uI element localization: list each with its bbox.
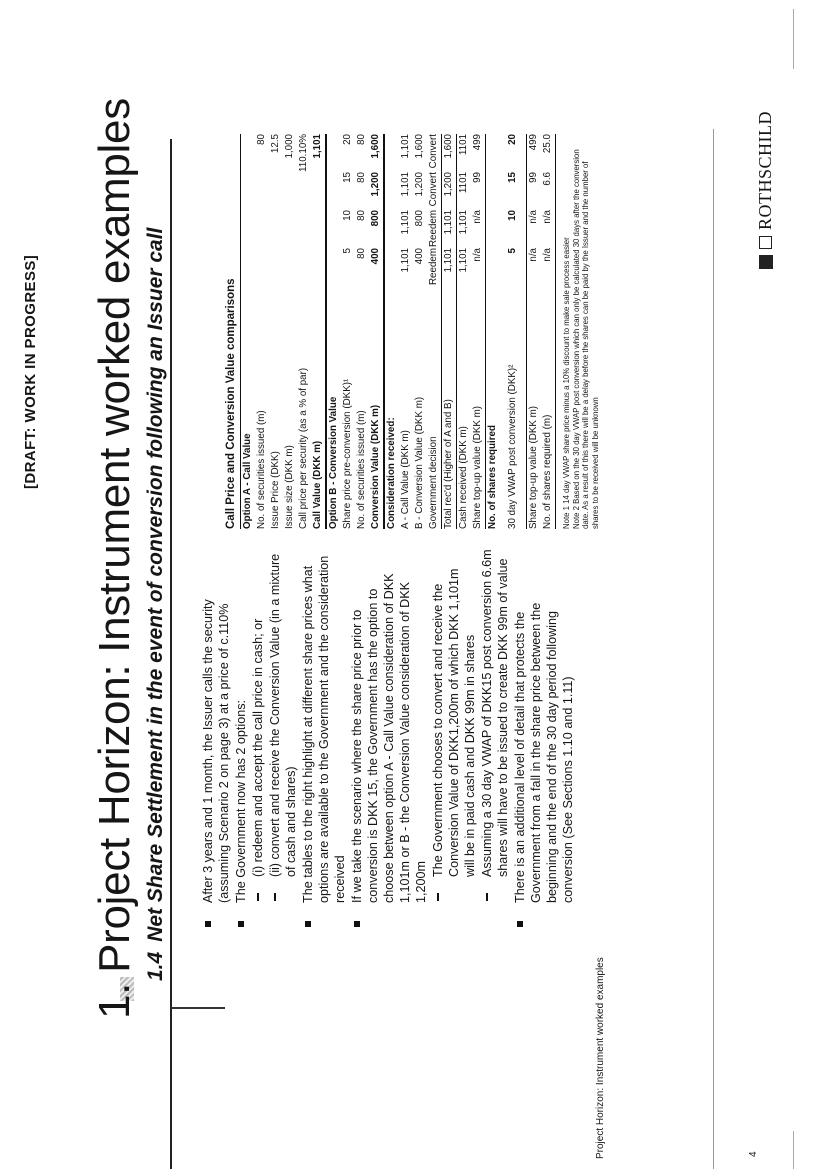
- logo-square-icon: [759, 255, 773, 269]
- table-row: [500, 134, 527, 529]
- cell: 1,101: [443, 210, 454, 235]
- cell: 400: [414, 248, 425, 265]
- row-value: 80: [256, 134, 267, 145]
- cell: n/a: [472, 248, 483, 262]
- cell: 20: [342, 134, 353, 145]
- cell: 80: [356, 172, 367, 183]
- row-label: Option B - Conversion Value: [328, 396, 339, 529]
- table-row: [283, 134, 297, 529]
- dash-marker: [486, 893, 488, 901]
- sub-bullet-text: Assuming a 30 day VWAP of DKK15 post conversion 6.6m shares will have to be issued to create DKK 99m of value: [480, 549, 510, 877]
- footer-divider: [713, 129, 714, 1169]
- bullet-marker: [205, 921, 211, 927]
- cell: 80: [356, 248, 367, 259]
- cell: 10: [342, 210, 353, 221]
- title-number: 1.: [90, 982, 139, 1019]
- cell: 5: [507, 248, 518, 254]
- cell: 80: [356, 210, 367, 221]
- section-number: 1.4: [144, 951, 167, 981]
- cell: 1,101: [458, 248, 469, 273]
- row-value: 110.10%: [298, 134, 309, 172]
- sub-bullet-item: [479, 549, 511, 929]
- bullet-item: [300, 549, 348, 929]
- cell: 15: [342, 172, 353, 183]
- section-header-option-b: [326, 134, 341, 529]
- page-number: 4: [748, 1151, 759, 1157]
- sub-bullet-text: (i) redeem and accept the call price in cash; or: [251, 618, 265, 877]
- row-value: 1,101: [312, 134, 323, 159]
- comparison-table: [225, 134, 600, 529]
- row-label: B - Conversion Value (DKK m): [414, 396, 425, 529]
- logo-text: ROTHSCHILD: [755, 110, 775, 230]
- note-1: Note 1 14 day VWAP share price minus a 10% discount to make sale process easier: [562, 237, 571, 529]
- cell: 499: [528, 134, 539, 151]
- section-subtitle: [144, 228, 168, 981]
- table-row: [457, 134, 471, 529]
- cell: 800: [414, 210, 425, 227]
- cell: 1,600: [370, 134, 381, 159]
- table-row: [541, 134, 556, 529]
- cell: 1,600: [443, 134, 454, 159]
- cell: 1101: [458, 172, 469, 194]
- cell: 99: [528, 172, 539, 183]
- row-label: Option A - Call Value: [242, 433, 253, 529]
- cell: 1,101: [458, 210, 469, 235]
- table-row: [471, 134, 486, 529]
- table-row: [341, 134, 355, 529]
- section-header-consideration: [384, 134, 399, 529]
- bullet-marker: [517, 921, 523, 927]
- dash-marker: [437, 893, 439, 901]
- cell: 5: [342, 248, 353, 254]
- row-label: A - Call Value (DKK m): [400, 430, 411, 529]
- row-label: Government decision: [428, 436, 439, 529]
- scan-edge-line: [793, 1131, 794, 1169]
- row-label: 30 day VWAP post conversion (DKK)²: [507, 364, 518, 529]
- bullet-text: The Government now has 2 options:: [234, 699, 248, 903]
- sub-bullet-item: [250, 549, 266, 929]
- table-row: [369, 134, 384, 529]
- table-row: [297, 134, 311, 529]
- cell: n/a: [472, 210, 483, 224]
- table-row: [427, 134, 442, 529]
- row-label: Issue size (DKK m): [284, 445, 295, 529]
- rothschild-logo: [755, 111, 776, 269]
- cell: n/a: [528, 210, 539, 224]
- sub-bullet-item: [430, 549, 478, 929]
- cell: Reedem: [428, 210, 439, 248]
- table-row: [355, 134, 369, 529]
- cell: 1,101: [400, 210, 411, 235]
- cell: 800: [370, 210, 381, 227]
- dash-marker: [257, 893, 259, 901]
- cell: n/a: [528, 248, 539, 262]
- cell: 10: [507, 210, 518, 221]
- cell: Convert: [428, 134, 439, 169]
- title-divider: [170, 139, 172, 1169]
- bullet-marker: [305, 921, 311, 927]
- bullet-marker: [238, 921, 244, 927]
- note-2: Note 2 Based on the 30 day VWAP post conversion which can only be calculated 30 days after the conversion date. As a result of this there will be a delay before the shares can be paid by the Issuer and the number of shares to be received will be unknown: [571, 149, 600, 529]
- bullet-text: The tables to the right highlight at different share prices what options are available to the Government and the consideration received: [301, 555, 347, 903]
- bullet-item: [200, 549, 232, 929]
- bullet-text: After 3 years and 1 month, the Issuer calls the security (assuming Scenario 2 on page 3) at a price of c.110%: [201, 599, 231, 903]
- bullet-text: There is an additional level of detail that protects the Government from a fall in the share price between the beginning and the end of the 30 day period following conversion (See Sections 1.10 and 1.11): [513, 602, 575, 903]
- table-row: [527, 134, 541, 529]
- cell: 1,200: [414, 172, 425, 197]
- bullet-item: [233, 549, 249, 929]
- cell: 20: [507, 134, 518, 145]
- table-title: Call Price and Conversion Value comparisons: [225, 278, 237, 529]
- sub-bullet-text: The Government chooses to convert and receive the Conversion Value of DKK1,200m of which DKK 1,101m will be in paid cash and DKK 99m in shares: [431, 568, 477, 877]
- cell: 1,101: [400, 172, 411, 197]
- subtitle-bracket: [171, 1007, 225, 1009]
- cell: 1,101: [400, 134, 411, 159]
- cell: Reedem: [428, 248, 439, 286]
- table-row: [442, 134, 457, 529]
- table-row: [311, 134, 326, 529]
- row-label: Share top-up value (DKK m): [472, 405, 483, 529]
- logo-outline-square-icon: [759, 236, 772, 249]
- cell: 1101: [458, 134, 469, 156]
- cell: n/a: [542, 248, 553, 262]
- cell: 1,600: [414, 134, 425, 159]
- table-row: [255, 134, 269, 529]
- sub-bullet-item: [267, 549, 299, 929]
- table-row: [413, 134, 427, 529]
- cell: 400: [370, 248, 381, 265]
- table-row: [399, 134, 413, 529]
- bullet-item: [349, 549, 429, 929]
- bullet-marker: [354, 921, 360, 927]
- row-label: Share top-up value (DKK m): [528, 405, 539, 529]
- row-label: Conversion Value (DKK m): [370, 404, 381, 529]
- footer-text: Project Horizon: Instrument worked examples: [595, 957, 606, 1159]
- bullet-item: [512, 549, 576, 929]
- row-label: No. of shares required (m): [542, 414, 553, 529]
- cell: 6.6: [542, 172, 553, 186]
- cell: 1,200: [443, 172, 454, 197]
- row-label: Total rec'd (Higher of A and B): [443, 399, 454, 529]
- row-label: Cash received (DKK m): [458, 426, 469, 529]
- row-label: Call Value (DKK m): [312, 440, 323, 529]
- cell: 15: [507, 172, 518, 183]
- cell: 80: [356, 134, 367, 145]
- row-label: Call price per security (as a % of par): [298, 367, 309, 529]
- cell: 1,101: [443, 248, 454, 273]
- cell: 1,101: [400, 248, 411, 273]
- row-label: No. of securities issued (m): [256, 410, 267, 529]
- row-label: No. of shares required: [487, 425, 498, 529]
- bullet-list: [200, 549, 577, 929]
- row-value: 12.5: [270, 134, 281, 154]
- table-row: [269, 134, 283, 529]
- draft-label: [DRAFT: WORK IN PROGRESS]: [22, 254, 39, 489]
- sub-bullet-text: (ii) convert and receive the Conversion Value (in a mixture of cash and shares): [268, 553, 298, 877]
- table-notes: [562, 137, 600, 529]
- row-value: 1,000: [284, 134, 295, 159]
- title-text: Project Horizon: Instrument worked examples: [90, 98, 139, 973]
- cell: n/a: [542, 210, 553, 224]
- row-label: Consideration received:: [386, 417, 397, 529]
- section-title: Net Share Settlement in the event of conversion following an Issuer call: [144, 227, 167, 942]
- dash-marker: [274, 893, 276, 901]
- cell: 499: [472, 134, 483, 151]
- bullet-text: If we take the scenario where the share price prior to conversion is DKK 15, the Government has the option to choose between option A - Call Value consideration of DKK 1,101m or B - the Conversion Value consideration of DKK 1,200m: [350, 573, 428, 903]
- page-title: [90, 98, 140, 1019]
- scan-edge-line: [793, 9, 794, 69]
- cell: Convert: [428, 172, 439, 207]
- section-header-shares-required: [486, 134, 500, 529]
- section-header-option-a: [240, 134, 255, 529]
- cell: 99: [472, 172, 483, 183]
- cell: 25.0: [542, 134, 553, 154]
- row-label: No. of securities issued (m): [356, 410, 367, 529]
- cell: 1,200: [370, 172, 381, 197]
- row-label: Issue Price (DKK): [270, 451, 281, 529]
- row-label: Share price pre-conversion (DKK)¹: [342, 378, 353, 529]
